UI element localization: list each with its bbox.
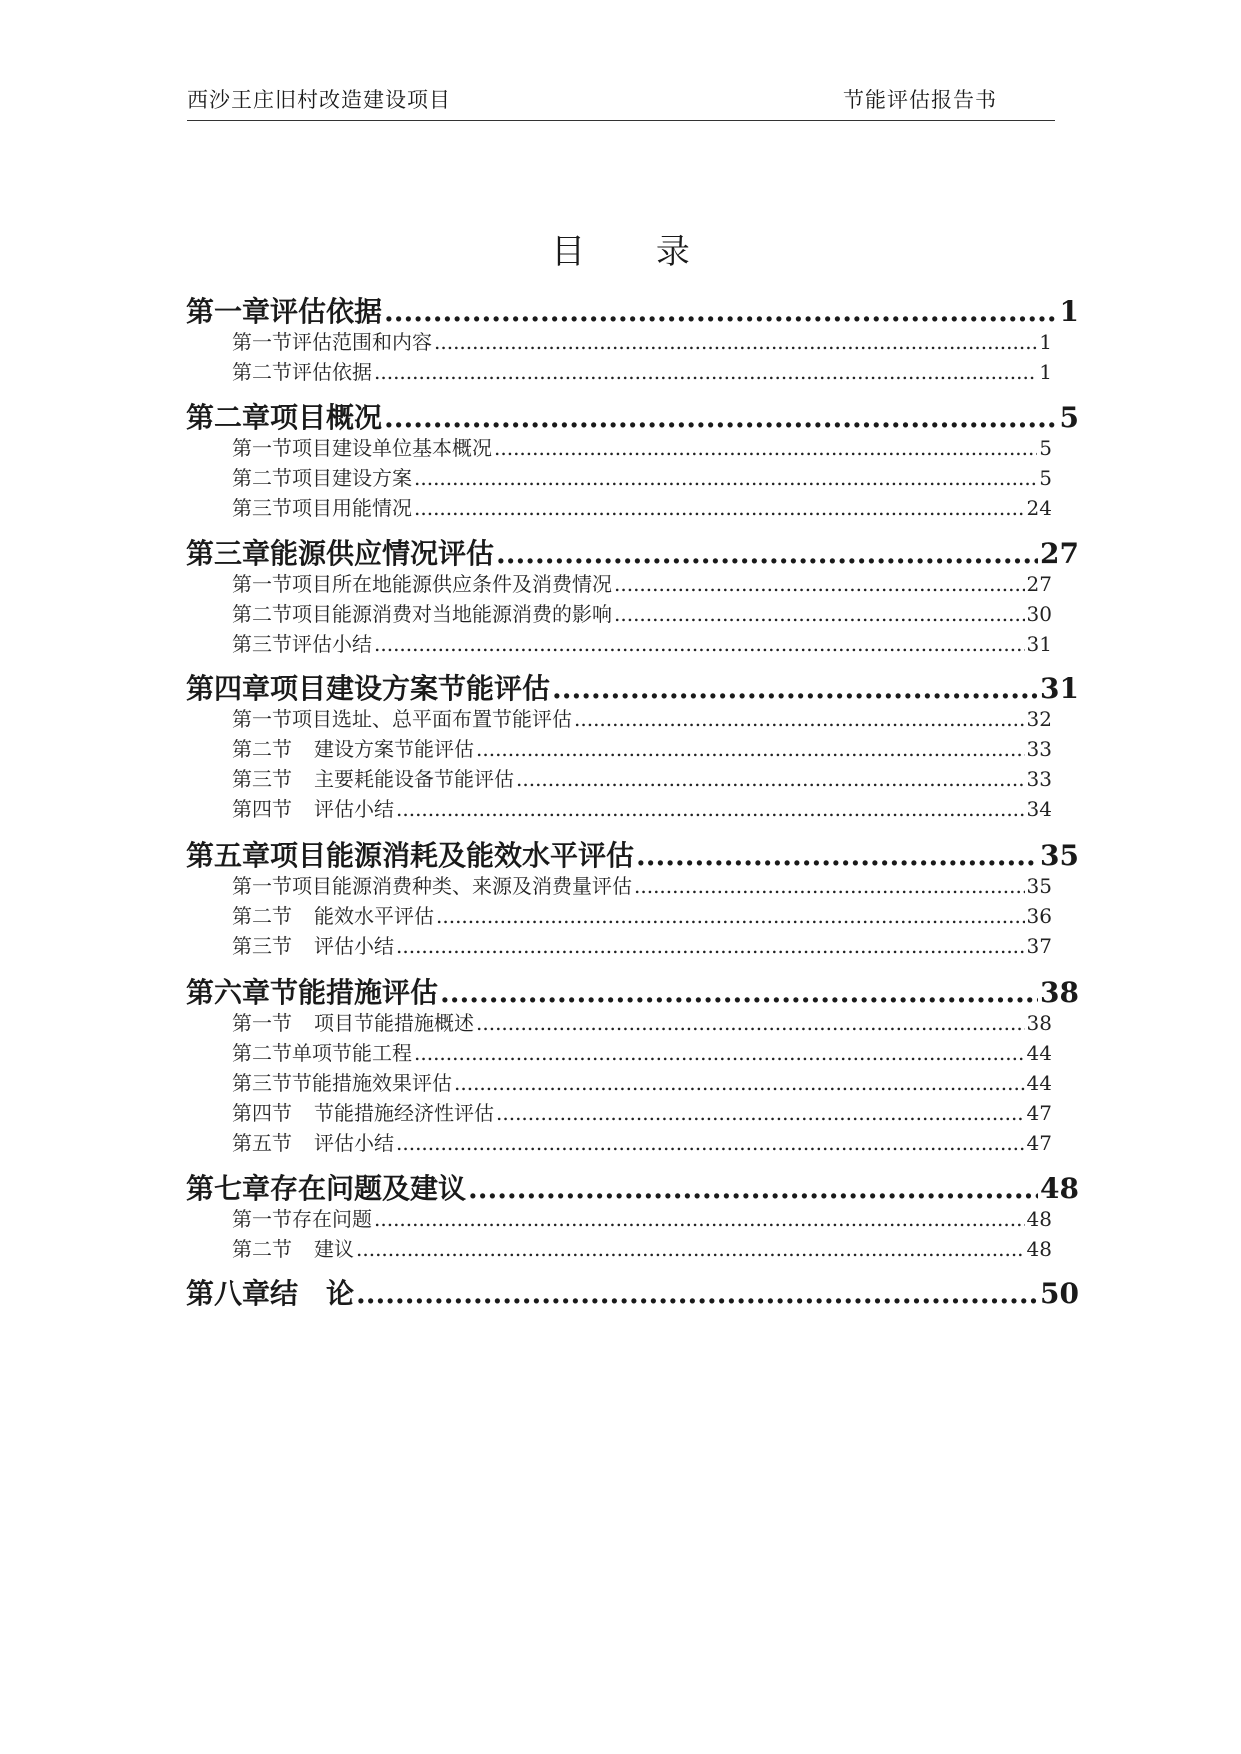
dot-leader <box>414 496 1025 520</box>
section-title: 单项节能工程 <box>292 1041 412 1065</box>
toc-chapter-row[interactable] <box>186 1272 1079 1312</box>
section-title: 存在问题 <box>292 1207 372 1231</box>
toc-chapter-row[interactable] <box>186 532 1079 572</box>
section-page-number: 5 <box>1039 466 1052 490</box>
section-page-number: 31 <box>1026 632 1052 656</box>
dot-leader <box>396 934 1025 958</box>
toc-section-row[interactable] <box>232 432 1052 461</box>
section-number: 第二节 <box>232 1041 292 1065</box>
dot-leader <box>574 707 1025 731</box>
section-number: 第四节 <box>232 1101 292 1125</box>
chapter-page-number: 1 <box>1059 295 1079 328</box>
toc-section-row[interactable] <box>232 1127 1052 1156</box>
chapter-title: 结 论 <box>270 1277 355 1310</box>
section-page-number: 36 <box>1026 904 1052 928</box>
toc-section-row[interactable] <box>232 568 1052 597</box>
toc-chapter-row[interactable] <box>186 834 1079 874</box>
chapter-page-number: 35 <box>1040 839 1079 872</box>
dot-leader <box>384 295 1057 328</box>
dot-leader <box>614 602 1025 626</box>
section-page-number: 33 <box>1026 737 1052 761</box>
dot-leader <box>552 672 1038 705</box>
toc-section-row[interactable] <box>232 1007 1052 1036</box>
chapter-page-number: 50 <box>1040 1277 1079 1310</box>
dot-leader <box>614 572 1025 596</box>
toc-chapter-row[interactable] <box>186 971 1079 1011</box>
dot-leader <box>374 360 1037 384</box>
chapter-title: 项目建设方案节能评估 <box>270 672 551 705</box>
toc-section-row[interactable] <box>232 628 1052 657</box>
toc-section-row[interactable] <box>232 1097 1052 1126</box>
section-page-number: 1 <box>1039 360 1052 384</box>
section-number: 第二节 <box>232 737 292 761</box>
toc-section-row[interactable] <box>232 492 1052 521</box>
section-page-number: 48 <box>1026 1237 1052 1261</box>
section-number: 第三节 <box>232 496 292 520</box>
toc-section-row[interactable] <box>232 1067 1052 1096</box>
toc-section-row[interactable] <box>232 598 1052 627</box>
dot-leader <box>396 1131 1025 1155</box>
dot-leader <box>636 839 1038 872</box>
section-title: 项目选址、总平面布置节能评估 <box>292 707 572 731</box>
toc-title: 目 录 <box>551 232 720 272</box>
section-title: 项目能源消费对当地能源消费的影响 <box>292 602 612 626</box>
chapter-title: 能源供应情况评估 <box>270 537 495 570</box>
section-page-number: 47 <box>1026 1131 1052 1155</box>
section-title: 评估小结 <box>292 632 372 656</box>
section-number: 第三节 <box>232 767 292 791</box>
section-page-number: 44 <box>1026 1071 1052 1095</box>
toc-section-row[interactable] <box>232 763 1052 792</box>
dot-leader <box>496 1101 1025 1125</box>
dot-leader <box>414 1041 1025 1065</box>
dot-leader <box>476 1011 1025 1035</box>
chapter-number: 第七章 <box>186 1172 271 1205</box>
dot-leader <box>396 797 1025 821</box>
section-title: 项目用能情况 <box>292 496 412 520</box>
section-page-number: 37 <box>1026 934 1052 958</box>
section-number: 第二节 <box>232 602 292 626</box>
toc-section-row[interactable] <box>232 930 1052 959</box>
section-number: 第二节 <box>232 904 292 928</box>
chapter-title: 项目概况 <box>270 401 383 434</box>
chapter-page-number: 27 <box>1040 537 1079 570</box>
chapter-page-number: 38 <box>1040 976 1079 1009</box>
section-title: 能效水平评估 <box>314 904 434 928</box>
toc-section-row[interactable] <box>232 900 1052 929</box>
toc-chapter-row[interactable] <box>186 290 1079 330</box>
chapter-number: 第二章 <box>186 401 271 434</box>
page-header <box>187 88 1055 121</box>
toc-chapter-row[interactable] <box>186 667 1079 707</box>
chapter-number: 第一章 <box>186 295 271 328</box>
dot-leader <box>374 632 1025 656</box>
dot-leader <box>356 1237 1025 1261</box>
section-page-number: 24 <box>1026 496 1052 520</box>
section-page-number: 48 <box>1026 1207 1052 1231</box>
chapter-title: 节能措施评估 <box>270 976 439 1009</box>
dot-leader <box>384 401 1057 434</box>
section-title: 节能措施效果评估 <box>292 1071 452 1095</box>
dot-leader <box>374 1207 1025 1231</box>
section-page-number: 38 <box>1026 1011 1052 1035</box>
section-number: 第三节 <box>232 632 292 656</box>
section-page-number: 1 <box>1039 330 1052 354</box>
section-number: 第一节 <box>232 874 292 898</box>
dot-leader <box>634 874 1025 898</box>
section-number: 第一节 <box>232 436 292 460</box>
section-number: 第一节 <box>232 1207 292 1231</box>
chapter-number: 第三章 <box>186 537 271 570</box>
chapter-number: 第八章 <box>186 1277 271 1310</box>
section-number: 第四节 <box>232 797 292 821</box>
section-number: 第一节 <box>232 572 292 596</box>
section-title: 项目节能措施概述 <box>314 1011 474 1035</box>
toc-section-row[interactable] <box>232 462 1052 491</box>
toc-chapter-row[interactable] <box>186 396 1079 436</box>
section-title: 评估小结 <box>314 1131 394 1155</box>
dot-leader <box>476 737 1025 761</box>
toc-section-row[interactable] <box>232 793 1052 822</box>
section-page-number: 44 <box>1026 1041 1052 1065</box>
toc-section-row[interactable] <box>232 356 1052 385</box>
section-title: 评估依据 <box>292 360 372 384</box>
toc-section-row[interactable] <box>232 733 1052 762</box>
toc-section-row[interactable] <box>232 703 1052 732</box>
toc-section-row[interactable] <box>232 1037 1052 1066</box>
section-number: 第一节 <box>232 330 292 354</box>
chapter-page-number: 48 <box>1040 1172 1079 1205</box>
section-title: 建议 <box>314 1237 354 1261</box>
section-page-number: 33 <box>1026 767 1052 791</box>
dot-leader <box>436 904 1025 928</box>
section-title: 项目能源消费种类、来源及消费量评估 <box>292 874 632 898</box>
toc-section-row[interactable] <box>232 870 1052 899</box>
dot-leader <box>494 436 1037 460</box>
section-title: 评估小结 <box>314 934 394 958</box>
section-page-number: 30 <box>1026 602 1052 626</box>
dot-leader <box>440 976 1038 1009</box>
dot-leader <box>454 1071 1025 1095</box>
chapter-title: 评估依据 <box>270 295 383 328</box>
dot-leader <box>496 537 1038 570</box>
section-number: 第一节 <box>232 707 292 731</box>
section-page-number: 32 <box>1026 707 1052 731</box>
section-page-number: 34 <box>1026 797 1052 821</box>
chapter-title: 存在问题及建议 <box>270 1172 467 1205</box>
chapter-title: 项目能源消耗及能效水平评估 <box>270 839 635 872</box>
section-page-number: 27 <box>1026 572 1052 596</box>
dot-leader <box>356 1277 1038 1310</box>
section-page-number: 47 <box>1026 1101 1052 1125</box>
section-number: 第二节 <box>232 360 292 384</box>
header-report-type: 节能评估报告书 <box>843 88 997 112</box>
section-number: 第三节 <box>232 1071 292 1095</box>
section-title: 评估小结 <box>314 797 394 821</box>
section-title: 主要耗能设备节能评估 <box>314 767 514 791</box>
section-number: 第三节 <box>232 934 292 958</box>
chapter-page-number: 31 <box>1040 672 1079 705</box>
chapter-number: 第四章 <box>186 672 271 705</box>
header-project-name: 西沙王庄旧村改造建设项目 <box>187 88 451 112</box>
dot-leader <box>434 330 1037 354</box>
dot-leader <box>414 466 1037 490</box>
dot-leader <box>516 767 1025 791</box>
section-title: 项目所在地能源供应条件及消费情况 <box>292 572 612 596</box>
section-page-number: 35 <box>1026 874 1052 898</box>
toc-chapter-row[interactable] <box>186 1167 1079 1207</box>
section-title: 项目建设方案 <box>292 466 412 490</box>
section-number: 第二节 <box>232 1237 292 1261</box>
toc-section-row[interactable] <box>232 326 1052 355</box>
section-title: 项目建设单位基本概况 <box>292 436 492 460</box>
section-title: 建设方案节能评估 <box>314 737 474 761</box>
chapter-number: 第六章 <box>186 976 271 1009</box>
chapter-number: 第五章 <box>186 839 271 872</box>
section-number: 第二节 <box>232 466 292 490</box>
section-number: 第一节 <box>232 1011 292 1035</box>
dot-leader <box>468 1172 1038 1205</box>
chapter-page-number: 5 <box>1059 401 1079 434</box>
section-title: 评估范围和内容 <box>292 330 432 354</box>
toc-section-row[interactable] <box>232 1233 1052 1262</box>
section-title: 节能措施经济性评估 <box>314 1101 494 1125</box>
toc-section-row[interactable] <box>232 1203 1052 1232</box>
section-page-number: 5 <box>1039 436 1052 460</box>
section-number: 第五节 <box>232 1131 292 1155</box>
